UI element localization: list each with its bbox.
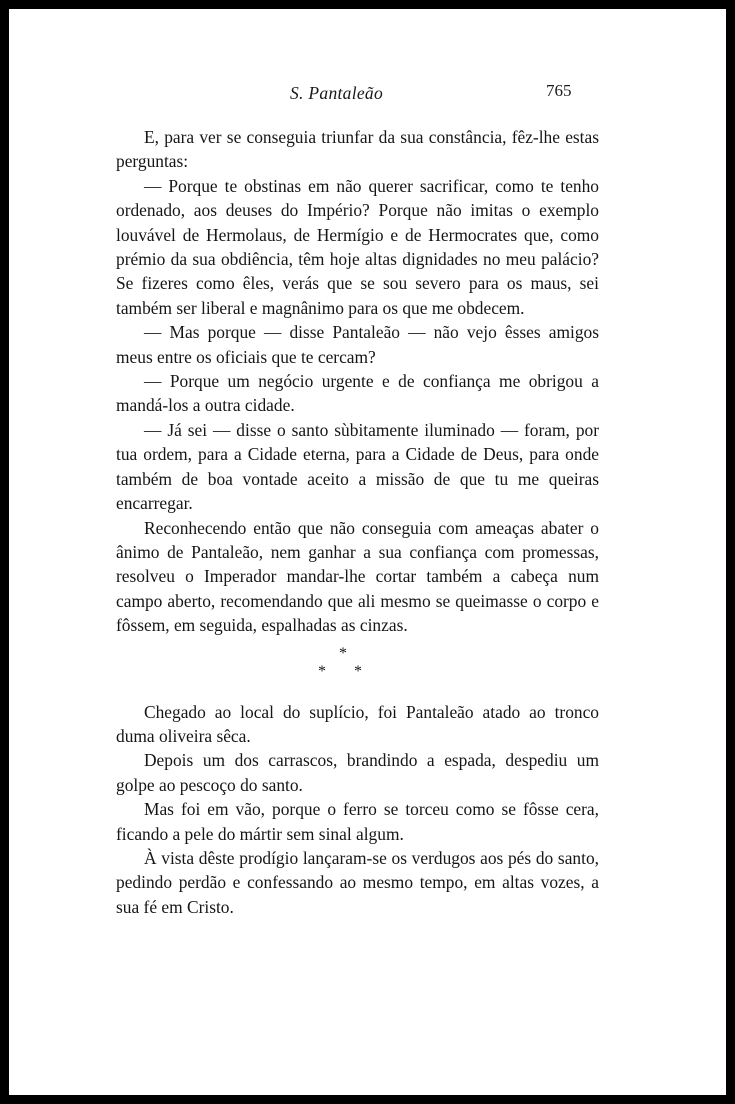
paragraph: Reconhecendo então que não conseguia com ameaças abater o ânimo de Pantaleão, nem ganhar a sua confiança com promessas, resolveu o Imperador mandar-lhe cortar também a cabeça num campo aberto, recomendando que ali mesmo se queimasse o corpo e fôssem, em seguida, espalhadas as cinzas. [116,517,599,636]
paragraph: Mas foi em vão, porque o ferro se torceu como se fôsse cera, ficando a pele do mártir sem sinal algum. [116,799,599,844]
page-number: 765 [546,81,572,100]
section-gap [116,690,599,700]
separator-star: * [318,662,326,680]
running-title: S. Pantaleão [290,83,384,103]
separator-star: * [354,662,362,680]
paragraph: — Já sei — disse o santo sùbitamente iluminado — foram, por tua ordem, para a Cidade eterna, para a Cidade de Deus, para onde também de boa vontade aceito a missão de que tu me queiras encarregar. [116,419,599,514]
paragraph: Depois um dos carrascos, brandindo a espada, despediu um golpe ao pescoço do santo. [116,750,599,795]
paragraph: — Porque te obstinas em não querer sacrificar, como te tenho ordenado, aos deuses do Império? Porque não imitas o exemplo louvável de Hermolaus, de Hermígio e de Hermocrates que, como prémio da sua obdiência, têm hoje altas dignidades no meu palácio? Se fizeres como êles, verás que se sou severo para os maus, sei também ser liberal e magnânimo para os que me obdecem. [116,175,599,318]
paragraph: — Mas porque — disse Pantaleão — não vejo êsses amigos meus entre os oficiais que te cercam? [116,322,599,367]
paragraph: E, para ver se conseguia triunfar da sua constância, fêz-lhe estas perguntas: [116,127,599,172]
page-body [116,125,599,919]
section-separator [116,638,599,690]
book-page [9,9,726,1095]
paragraph: À vista dêste prodígio lançaram-se os verdugos aos pés do santo, pedindo perdão e confessando ao mesmo tempo, em altas vozes, a sua fé em Cristo. [116,847,599,917]
paragraph: — Porque um negócio urgente e de confiança me obrigou a mandá-los a outra cidade. [116,371,599,416]
separator-star: * [339,644,347,662]
running-header [9,81,726,105]
paragraph: Chegado ao local do suplício, foi Pantaleão atado ao tronco duma oliveira sêca. [116,701,599,746]
